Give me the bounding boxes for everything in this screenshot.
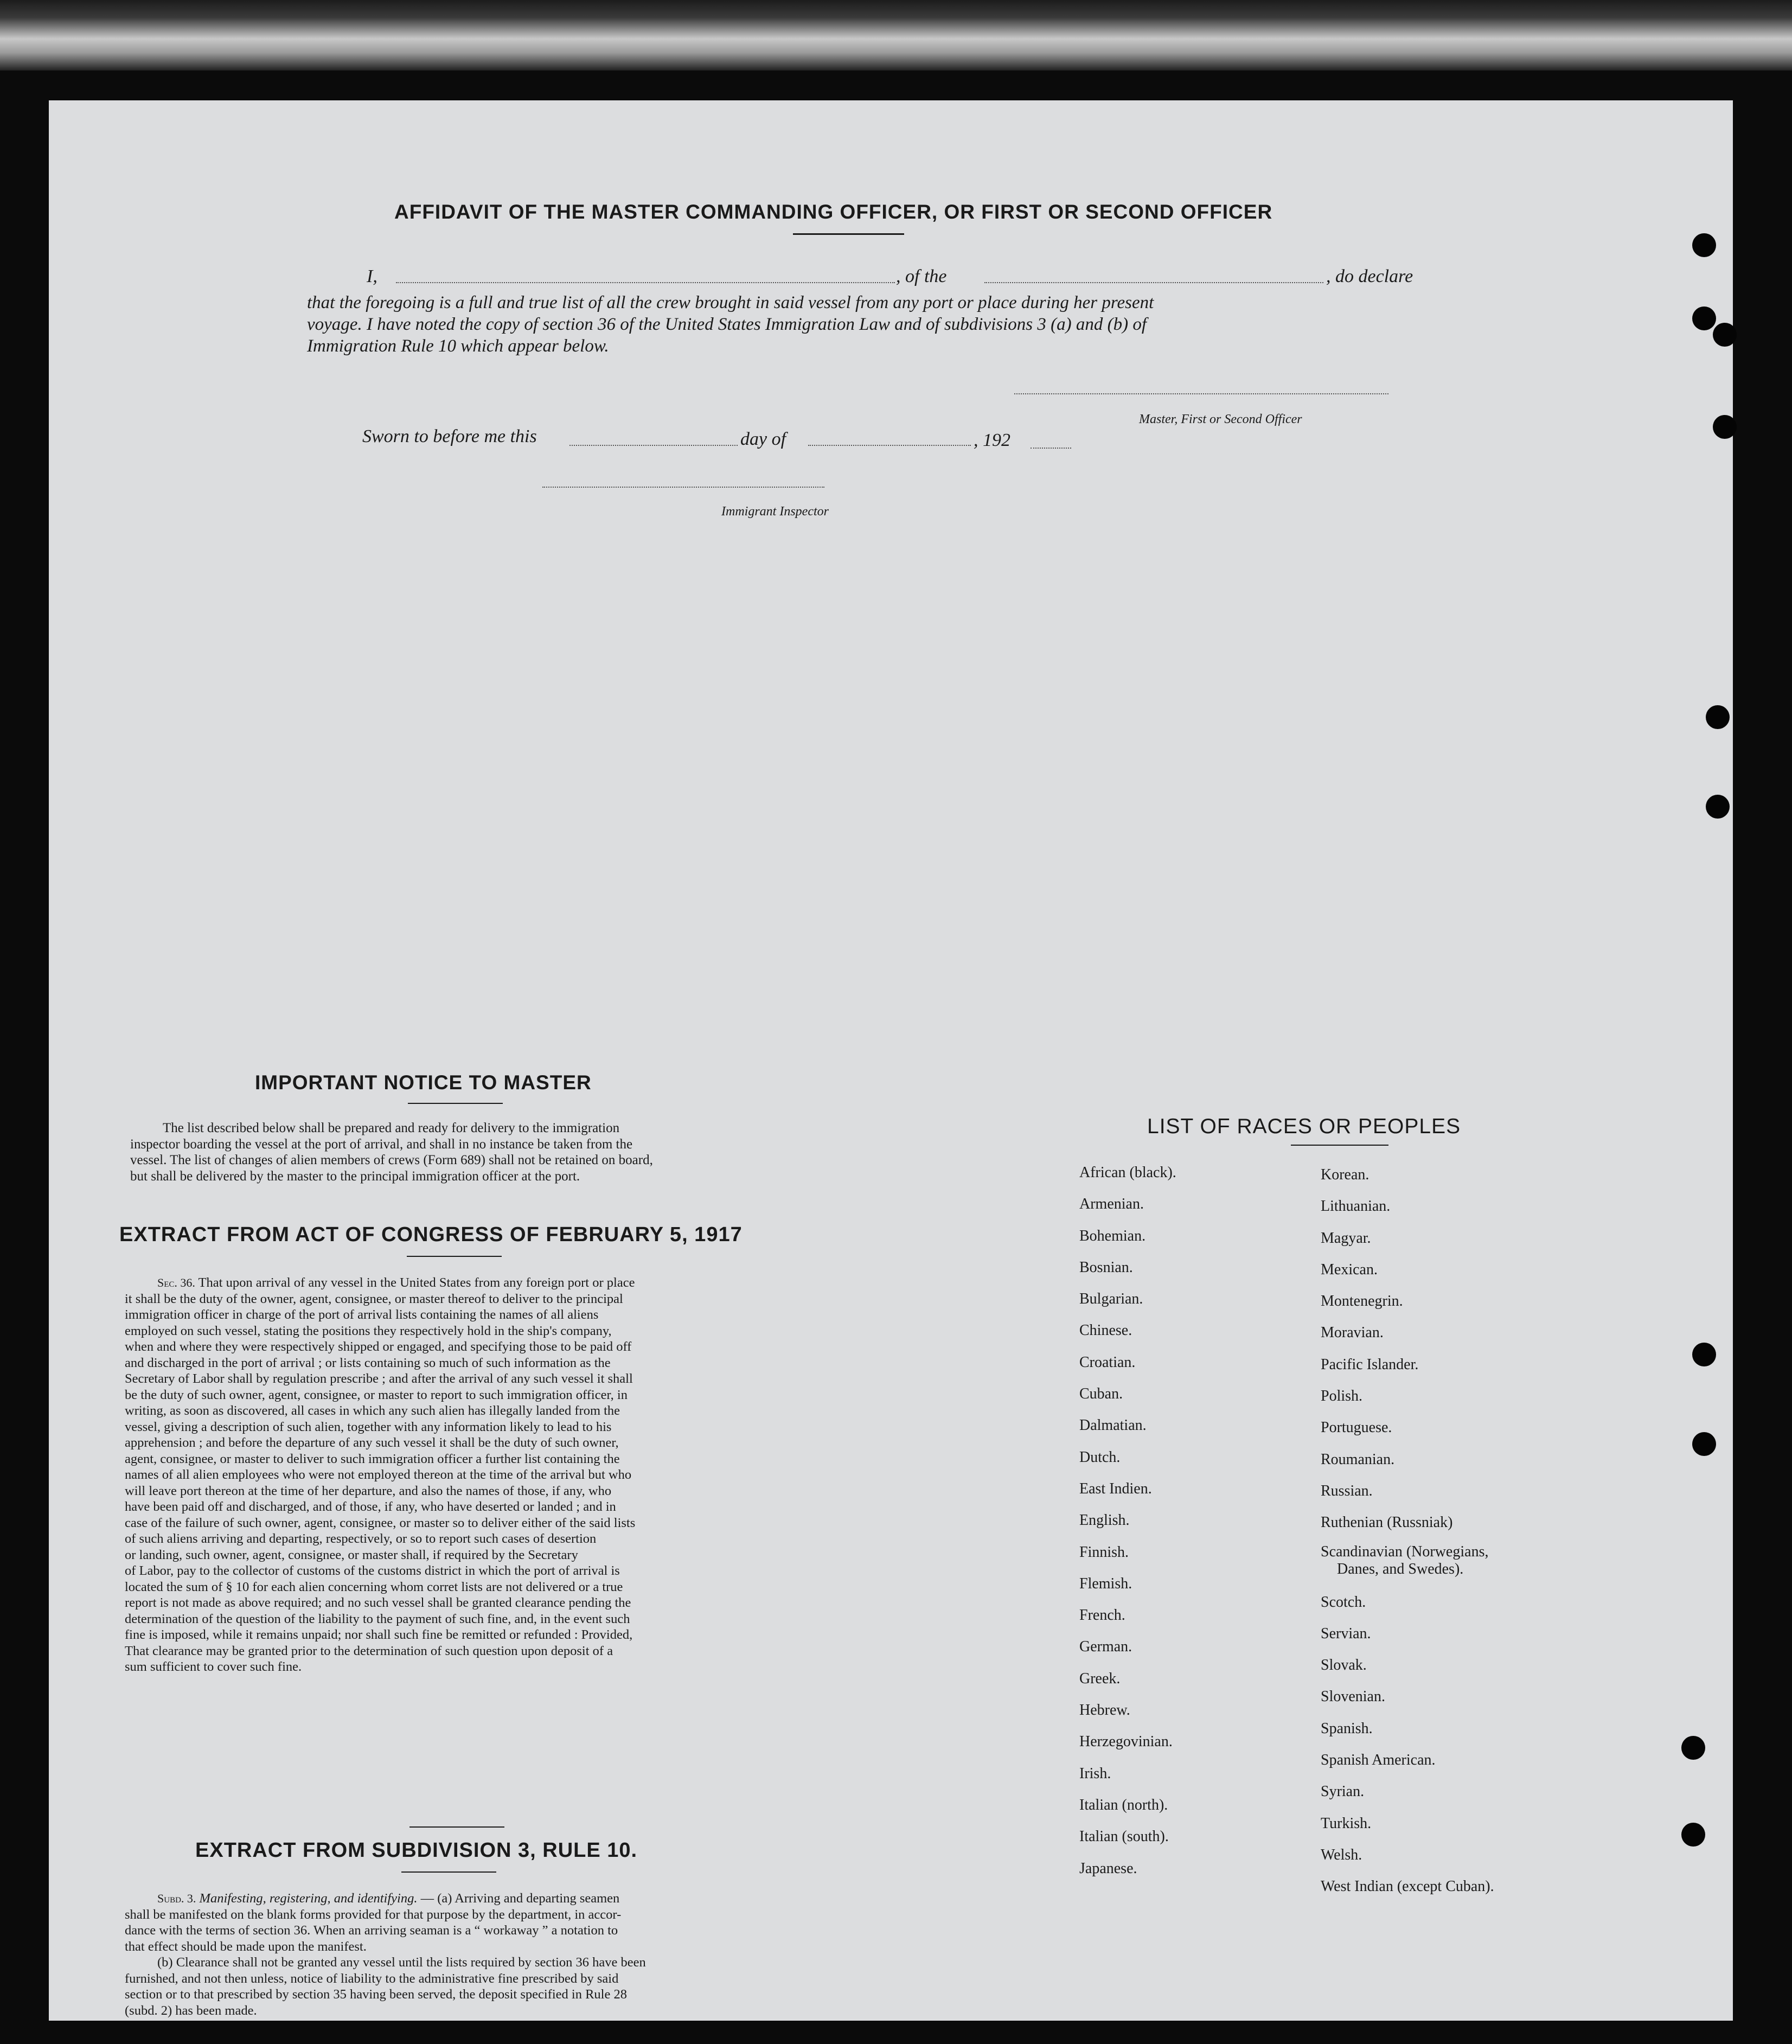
race-item: Cuban.	[1079, 1385, 1123, 1403]
extract-act-line: report is not made as above required; and no such vessel shall be granted clearance pending the	[125, 1595, 631, 1610]
race-item: Scandinavian (Norwegians,	[1321, 1543, 1489, 1560]
punch-hole	[1706, 795, 1730, 819]
race-item: Magyar.	[1321, 1229, 1371, 1247]
extract-act-line: determination of the question of the liability to the payment of such fine, and, in the event such	[125, 1611, 630, 1626]
notice-underline	[408, 1103, 503, 1104]
race-item: Pacific Islander.	[1321, 1356, 1419, 1373]
name-blank[interactable]	[396, 282, 895, 283]
extract-act-line: of Labor, pay to the collector of customs of the customs district in which the port of arrival is	[125, 1563, 620, 1578]
punch-hole	[1681, 1736, 1705, 1760]
race-item: Bulgarian.	[1079, 1291, 1143, 1308]
race-item: Dalmatian.	[1079, 1417, 1147, 1434]
punch-hole	[1692, 1343, 1716, 1366]
extract-act-line: apprehension ; and before the departure of any such vessel it shall be the duty of such owner,	[125, 1435, 619, 1450]
extract-act-line: agent, consignee, or master to deliver to such immigration officer a further list containing the	[125, 1451, 620, 1466]
notice-line: vessel. The list of changes of alien members of crews (Form 689) shall not be retained on board,	[130, 1153, 653, 1167]
scan-top-edge	[0, 0, 1792, 71]
race-item: Welsh.	[1321, 1846, 1362, 1863]
inspector-label: Immigrant Inspector	[721, 504, 829, 519]
extract-act-line: case of the failure of such owner, agent, consignee, or master so to deliver either of the said lists	[125, 1515, 636, 1530]
extract-act-line: sum sufficient to cover such fine.	[125, 1659, 302, 1674]
race-item: Scotch.	[1321, 1593, 1366, 1611]
race-item: Portuguese.	[1321, 1419, 1392, 1436]
extract-act-line: be the duty of such owner, agent, consignee, or master to report to such immigration officer, in	[125, 1387, 628, 1402]
form-sheet	[49, 100, 1733, 2021]
race-item: East Indien.	[1079, 1480, 1152, 1497]
notice-line: but shall be delivered by the master to the principal immigration officer at the port.	[130, 1168, 580, 1184]
punch-hole	[1692, 233, 1716, 257]
punch-hole	[1706, 705, 1730, 729]
sec-label: Sec. 36.	[157, 1276, 195, 1289]
extract-rule-line: Subd. 3. Manifesting, registering, and identifying. — (a) Arriving and departing seamen	[157, 1891, 620, 1906]
extract-act-line: located the sum of § 10 for each alien concerning whom corret lists are not delivered or a true	[125, 1579, 623, 1594]
races-title: LIST OF RACES OR PEOPLES	[1147, 1115, 1461, 1138]
race-item: German.	[1079, 1638, 1132, 1656]
races-left-column	[1079, 1157, 1176, 1885]
race-item: Roumanian.	[1321, 1451, 1395, 1468]
extract-rule-line: furnished, and not then unless, notice of liability to the administrative fine prescribed by said	[125, 1971, 619, 1986]
extract-act-line: That clearance may be granted prior to the determination of such question upon deposit of a	[125, 1643, 613, 1658]
race-item: French.	[1079, 1607, 1125, 1624]
punch-hole	[1692, 1432, 1716, 1456]
extract-rule-line: dance with the terms of section 36. When an arriving seaman is a “ workaway ” a notation to	[125, 1923, 618, 1938]
sworn-day-blank[interactable]	[569, 445, 738, 446]
race-item: Finnish.	[1079, 1543, 1129, 1561]
affidavit-title: AFFIDAVIT OF THE MASTER COMMANDING OFFICER, OR FIRST OR SECOND OFFICER	[394, 201, 1273, 223]
race-item: Ruthenian (Russniak)	[1321, 1514, 1453, 1531]
extract-act-line: Secretary of Labor shall by regulation prescribe ; and after the arrival of any such vessel it shall	[125, 1371, 633, 1386]
inspector-signature-line[interactable]	[542, 487, 824, 488]
race-item: Bohemian.	[1079, 1227, 1146, 1244]
title-underline	[793, 233, 904, 235]
punch-hole	[1692, 306, 1716, 330]
race-item: Herzegovinian.	[1079, 1733, 1173, 1751]
notice-text	[130, 1120, 781, 1184]
extract-act-line: names of all alien employees who were not employed thereon at the time of the arrival but who	[125, 1467, 632, 1482]
notice-line: inspector boarding the vessel at the port of arrival, and shall in no instance be taken from the	[130, 1136, 633, 1152]
races-right-column	[1321, 1159, 1494, 1903]
extract-act-end-rule	[409, 1826, 504, 1828]
subd-label: Subd. 3.	[157, 1892, 196, 1905]
affidavit-line4: Immigration Rule 10 which appear below.	[307, 336, 609, 356]
punch-hole	[1681, 1823, 1705, 1847]
extract-act-line: vessel, giving a description of such alien, together with any information likely to lead to his	[125, 1419, 612, 1434]
race-item: Italian (north).	[1079, 1796, 1168, 1813]
extract-act-line: of such aliens arriving and departing, respectively, or so to report such cases of desertion	[125, 1531, 597, 1546]
master-signature-line[interactable]	[1014, 393, 1388, 394]
affidavit-line1-declare: , do declare	[1326, 266, 1413, 286]
race-item: Hebrew.	[1079, 1702, 1130, 1719]
race-item: Japanese.	[1079, 1860, 1137, 1877]
extract-act-title: EXTRACT FROM ACT OF CONGRESS OF FEBRUARY 5, 1917	[119, 1223, 743, 1246]
extract-act-line: have been paid off and discharged, and of those, if any, who have deserted or landed ; and in	[125, 1499, 616, 1514]
extract-act-line: and discharged in the port of arrival ; or lists containing so much of such information as the	[125, 1355, 611, 1370]
race-item: Montenegrin.	[1321, 1293, 1403, 1310]
race-item: Greek.	[1079, 1670, 1121, 1687]
race-item: Croatian.	[1079, 1353, 1136, 1371]
master-signature-label: Master, First or Second Officer	[1139, 412, 1302, 426]
race-item: Servian.	[1321, 1625, 1371, 1642]
affidavit-line3: voyage. I have noted the copy of section 36 of the United States Immigration Law and of subdivisions 3 (a) and (b) of	[307, 315, 1147, 334]
race-item: Flemish.	[1079, 1575, 1132, 1592]
vessel-blank[interactable]	[984, 282, 1323, 283]
extract-act-line: when and where they were respectively shipped or engaged, and specifying those to be paid off	[125, 1339, 632, 1354]
extract-act-line: or landing, such owner, agent, consignee, or master shall, if required by the Secretary	[125, 1547, 578, 1562]
extract-act-line: fine is imposed, while it remains unpaid; nor shall such fine be remitted or refunded : Provided,	[125, 1627, 633, 1642]
race-item: Turkish.	[1321, 1815, 1372, 1832]
sworn-day-of: day of	[740, 429, 786, 449]
affidavit-line2: that the foregoing is a full and true list of all the crew brought in said vessel from any port or place during her present	[307, 293, 1154, 312]
sworn-year-blank[interactable]	[1031, 448, 1071, 449]
sworn-month-blank[interactable]	[808, 445, 971, 446]
notice-line: The list described below shall be prepared and ready for delivery to the immigration	[163, 1121, 620, 1135]
extract-act-line: will leave port thereon at the time of her departure, and also the names of those, if any, who	[125, 1483, 612, 1498]
extract-rule-line: that effect should be made upon the manifest.	[125, 1939, 367, 1954]
race-item: Italian (south).	[1079, 1828, 1169, 1845]
affidavit-line1-of-the: , of the	[896, 266, 947, 286]
punch-hole	[1713, 323, 1737, 347]
race-item: Bosnian.	[1079, 1259, 1133, 1276]
subd-heading: Manifesting, registering, and identifying.	[199, 1891, 418, 1906]
race-item: Armenian.	[1079, 1196, 1144, 1213]
extract-rule-line: shall be manifested on the blank forms provided for that purpose by the department, in accor-	[125, 1907, 622, 1922]
race-item: English.	[1079, 1512, 1130, 1529]
race-item: Slovenian.	[1321, 1688, 1385, 1706]
race-item: Russian.	[1321, 1482, 1373, 1499]
punch-hole	[1713, 415, 1737, 439]
race-item: Spanish American.	[1321, 1752, 1436, 1769]
race-item: Dutch.	[1079, 1448, 1121, 1466]
race-item: Moravian.	[1321, 1324, 1384, 1342]
race-item: Lithuanian.	[1321, 1198, 1391, 1215]
race-item: African (black).	[1079, 1164, 1176, 1181]
extract-act-line: employed on such vessel, stating the positions they respectively hold in the ship's company,	[125, 1323, 612, 1338]
race-item: Korean.	[1321, 1166, 1369, 1183]
extract-act-underline	[407, 1256, 502, 1257]
race-item: Mexican.	[1321, 1261, 1378, 1278]
extract-act-line: writing, as soon as discovered, all cases in which any such alien has illegally landed from the	[125, 1403, 620, 1418]
notice-title: IMPORTANT NOTICE TO MASTER	[255, 1071, 592, 1094]
race-item: Polish.	[1321, 1388, 1363, 1405]
race-item: Irish.	[1079, 1765, 1111, 1782]
extract-act-line: immigration officer in charge of the port of arrival lists containing the names of all aliens	[125, 1307, 599, 1322]
extract-rule-line: (b) Clearance shall not be granted any vessel until the lists required by section 36 have been	[157, 1955, 646, 1970]
race-item: Syrian.	[1321, 1783, 1365, 1800]
affidavit-line1-i: I,	[367, 266, 377, 286]
extract-rule-title: EXTRACT FROM SUBDIVISION 3, RULE 10.	[195, 1839, 638, 1862]
extract-act-text	[125, 1275, 781, 1675]
race-item: Chinese.	[1079, 1322, 1132, 1339]
extract-act-line: Sec. 36. That upon arrival of any vessel in the United States from any foreign port or place	[157, 1275, 635, 1290]
extract-rule-underline	[401, 1871, 496, 1873]
extract-act-line: it shall be the duty of the owner, agent, consignee, or master thereof to deliver to the principal	[125, 1291, 623, 1306]
sworn-prefix: Sworn to before me this	[362, 426, 537, 446]
extract-rule-text	[125, 1890, 778, 2019]
races-underline	[1291, 1145, 1388, 1146]
race-item: Slovak.	[1321, 1657, 1367, 1674]
extract-rule-line: section or to that prescribed by section 35 having been served, the deposit specified in Rule 28	[125, 1987, 627, 2002]
race-item: Danes, and Swedes).	[1337, 1560, 1464, 1577]
extract-rule-line: (subd. 2) has been made.	[125, 2003, 257, 2018]
race-item: West Indian (except Cuban).	[1321, 1878, 1494, 1895]
sworn-year: , 192	[974, 430, 1010, 450]
race-item: Spanish.	[1321, 1720, 1373, 1737]
